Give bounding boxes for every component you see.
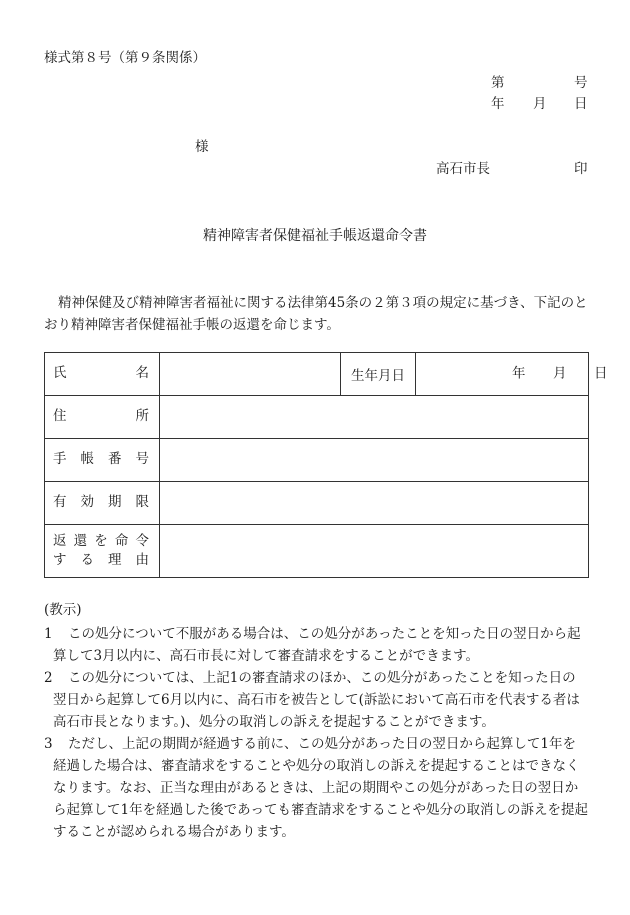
dob-month-unit: 月 xyxy=(553,365,567,382)
label-char: 番 xyxy=(108,451,122,468)
label-char: を xyxy=(94,532,108,549)
validity-label xyxy=(45,482,160,525)
notes-heading: (教示) xyxy=(44,602,82,618)
address-field[interactable] xyxy=(160,396,589,439)
label-char: 返 xyxy=(53,532,67,549)
label-char: る xyxy=(80,552,94,568)
date-year: 年 xyxy=(491,96,505,112)
document-title: 精神障害者保健福祉手帳返還命令書 xyxy=(203,228,427,244)
note-item-2 xyxy=(44,667,589,733)
date-day: 日 xyxy=(574,96,588,112)
notebook-number-label xyxy=(45,439,160,482)
note-item-1 xyxy=(44,623,589,667)
doc-number-prefix: 第 xyxy=(491,75,505,91)
date-month: 月 xyxy=(533,96,547,112)
notebook-number-field[interactable] xyxy=(160,439,589,482)
body-text: 精神保健及び精神障害者福祉に関する法律第45条の２第３項の規定に基づき、下記のとおり精神障害者保健福祉手帳の返還を命じます。 xyxy=(44,295,588,333)
label-char: 効 xyxy=(80,494,94,511)
label-char: 有 xyxy=(53,494,67,511)
label-char: 令 xyxy=(135,532,149,549)
dob-label: 生年月日 xyxy=(341,353,416,396)
row-reason xyxy=(45,525,589,578)
seal-mark: 印 xyxy=(574,161,588,177)
addressee-honorific: 様 xyxy=(195,139,209,155)
label-char: 名 xyxy=(135,365,149,382)
info-table xyxy=(44,352,608,578)
note-text: ただし、上記の期間が経過する前に、この処分があった日の翌日から起算して1年を経過した場合は、審査請求をすることや処分の取消しの訴えを提起することはできなくなります。なお、正当な理由があるときは、上記の期間やこの処分があった日の翌日から起算して1年を経過した後であっても審査請求をすることや処分の取消しの訴えを提起することが認められる場合があります。 xyxy=(53,736,588,840)
validity-field[interactable] xyxy=(160,482,589,525)
label-char: 手 xyxy=(53,451,67,468)
dob-day-unit: 日 xyxy=(594,365,608,382)
note-text: この処分については、上記1の審査請求のほか、この処分があったことを知った日の翌日から起算して6月以内に、高石市を被告として(訴訟において高石市を代表する者は高石市長となります。)、処分の取消しの訴えを提起することができます。 xyxy=(53,670,580,730)
name-field[interactable] xyxy=(160,353,341,396)
row-validity xyxy=(45,482,589,525)
note-text: この処分について不服がある場合は、この処分があったことを知った日の翌日から起算して3月以内に、高石市長に対して審査請求をすることができます。 xyxy=(53,626,581,664)
row-address xyxy=(45,396,589,439)
label-char: 由 xyxy=(135,552,149,568)
issuer: 高石市長 xyxy=(436,161,490,177)
label-char: 限 xyxy=(135,494,149,511)
dob-year-unit: 年 xyxy=(512,365,526,382)
label-char: 還 xyxy=(73,532,88,549)
row-name xyxy=(45,353,589,396)
dob-field[interactable] xyxy=(416,353,608,396)
reason-field[interactable] xyxy=(160,525,589,578)
doc-number-suffix: 号 xyxy=(574,75,588,91)
label-char: 所 xyxy=(135,408,149,425)
label-char: 期 xyxy=(108,494,122,511)
note-number: 3 xyxy=(44,736,53,752)
label-char: 住 xyxy=(53,408,67,425)
label-char: 氏 xyxy=(53,365,67,382)
note-number: 1 xyxy=(44,626,53,642)
address-label xyxy=(45,396,160,439)
label-char: す xyxy=(53,552,67,568)
row-notebook-number xyxy=(45,439,589,482)
name-label xyxy=(45,353,160,396)
label-char: 理 xyxy=(108,552,122,568)
label-char: 号 xyxy=(135,451,149,468)
label-char: 命 xyxy=(114,532,129,549)
note-number: 2 xyxy=(44,670,53,686)
note-item-3 xyxy=(44,733,589,843)
label-char: 帳 xyxy=(80,451,94,468)
form-number: 様式第８号（第９条関係） xyxy=(44,50,206,66)
reason-label xyxy=(45,525,160,578)
